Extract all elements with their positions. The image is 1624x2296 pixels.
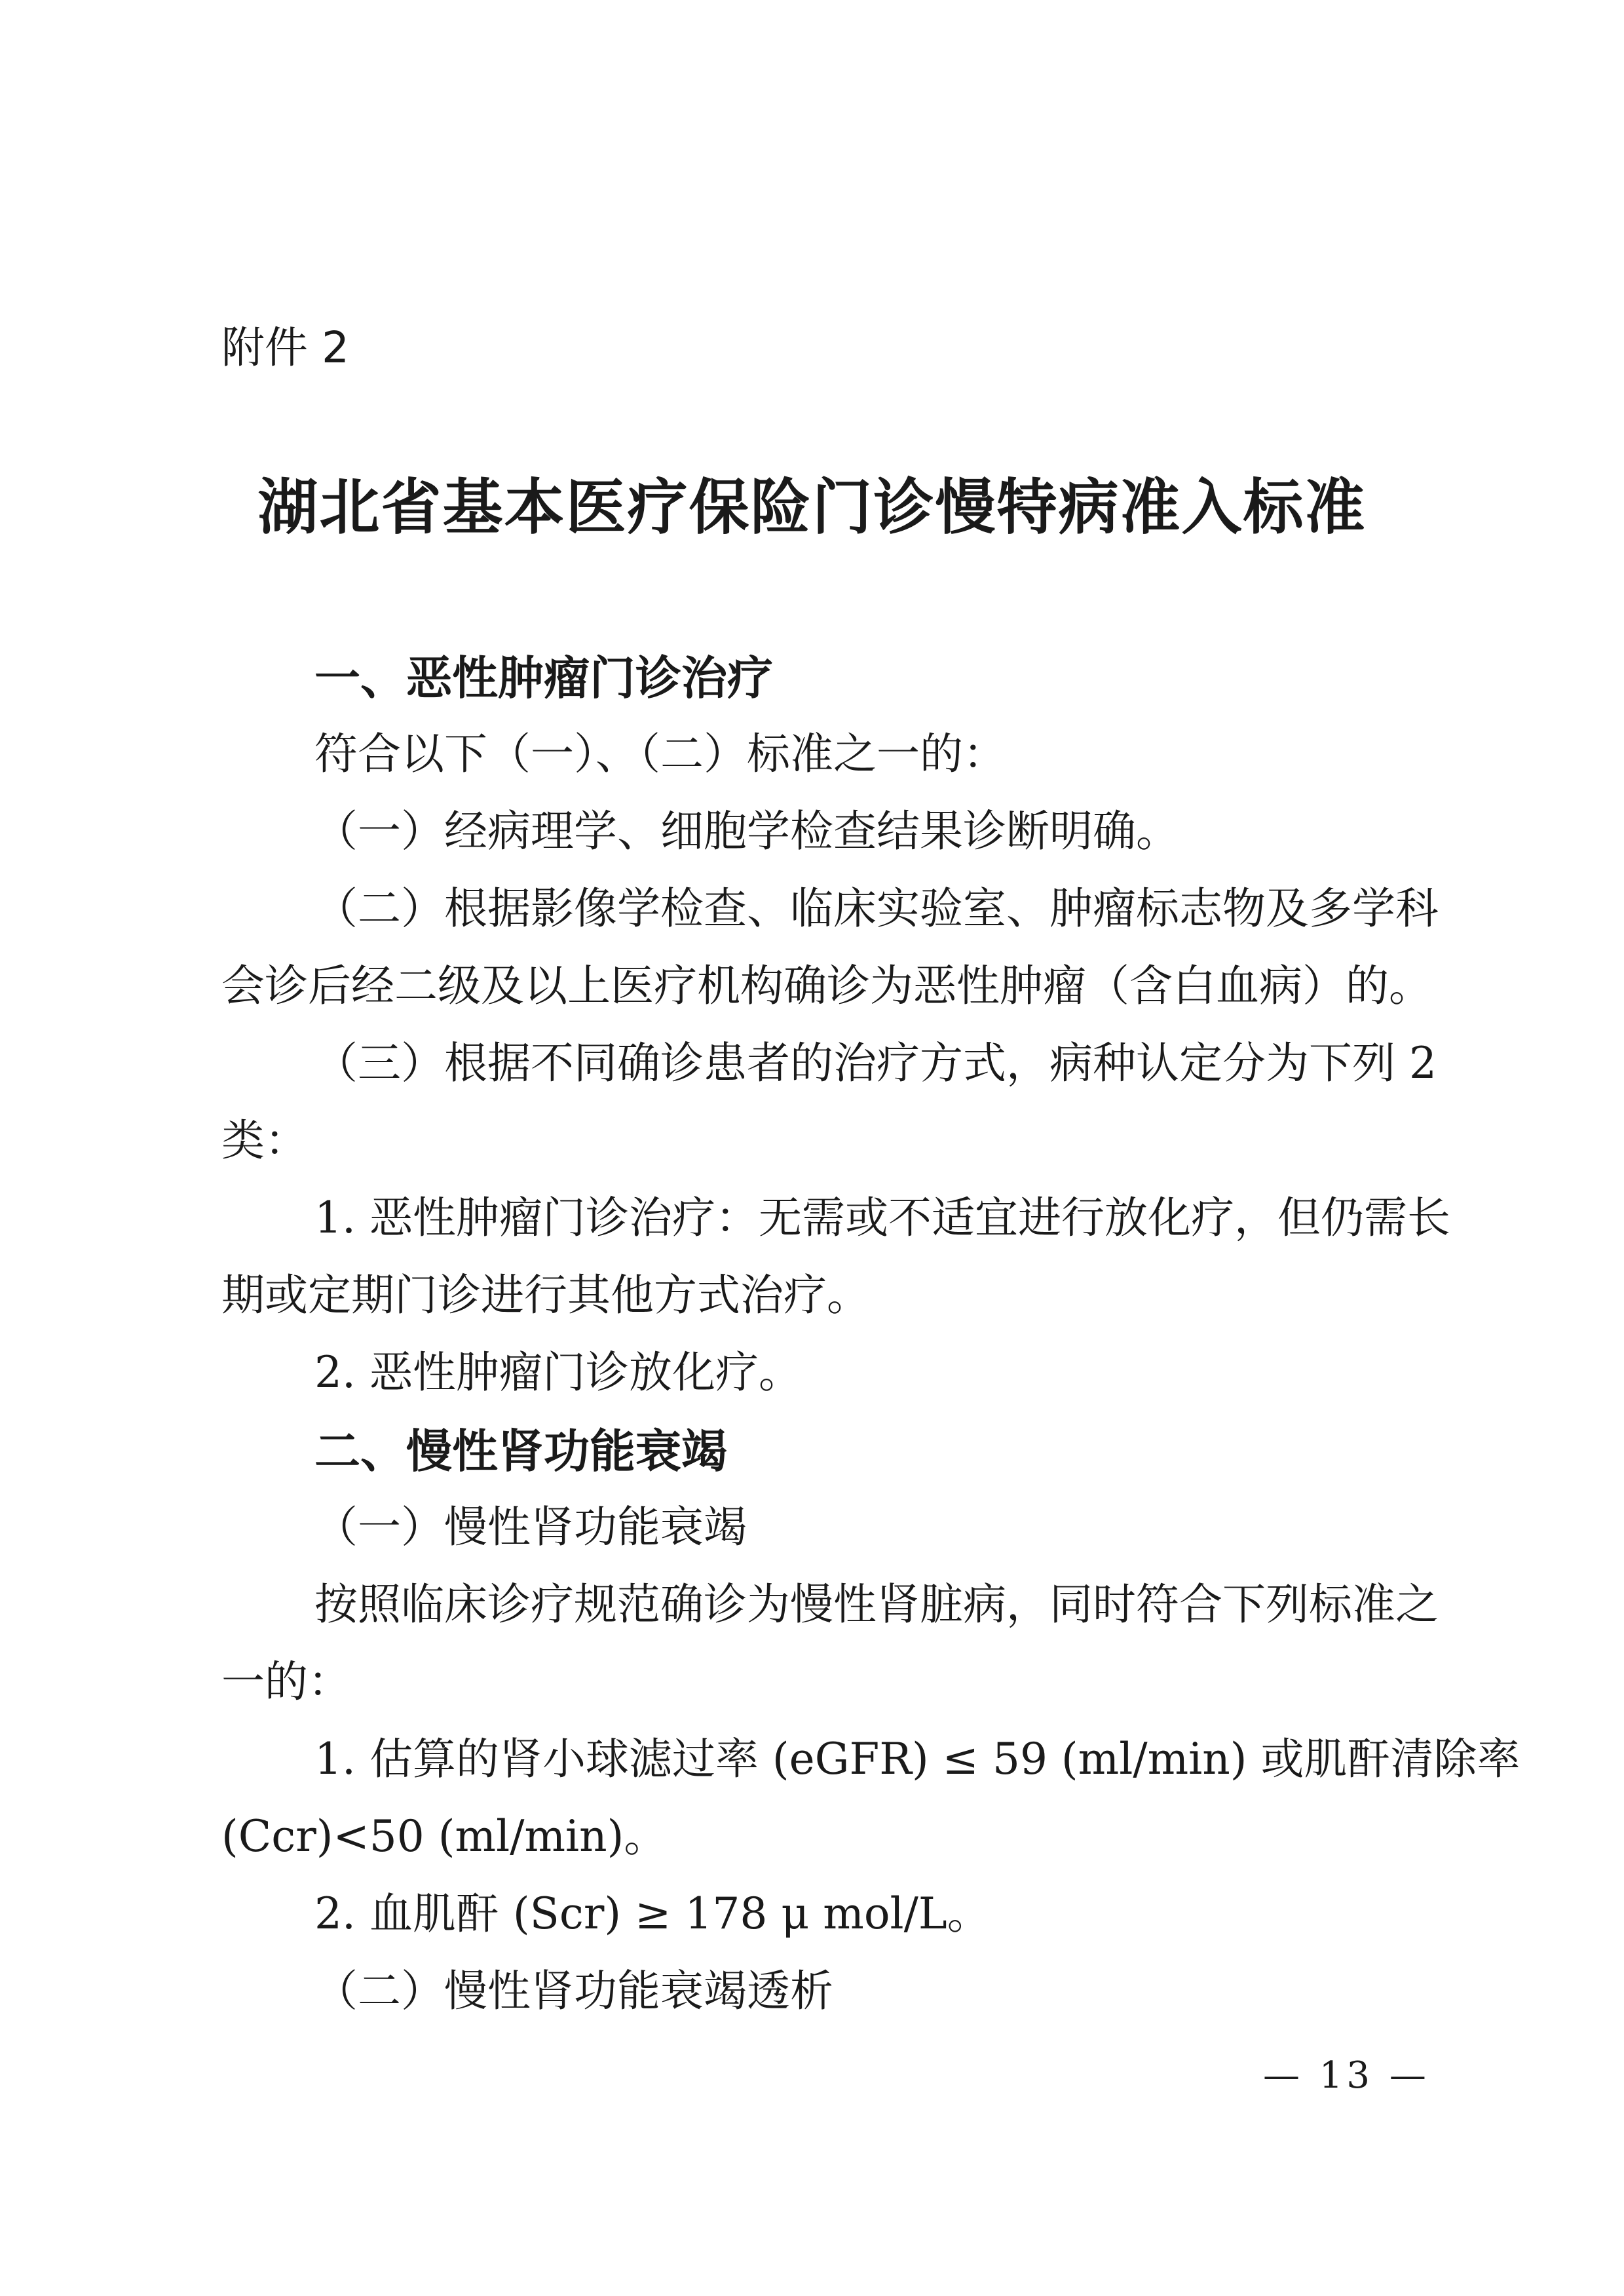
paragraph-line: 类：: [221, 1115, 308, 1166]
paragraph-line: （二）根据影像学检查、临床实验室、肿瘤标志物及多学科: [314, 883, 1439, 934]
page-number: — 13 —: [1263, 2054, 1430, 2097]
paragraph-line: 期或定期门诊进行其他方式治疗。: [221, 1270, 870, 1320]
subsection-heading: （二）慢性肾功能衰竭透析: [314, 1966, 833, 2016]
paragraph-line: 1. 恶性肿瘤门诊治疗：无需或不适宜进行放化疗，但仍需长: [314, 1193, 1450, 1243]
paragraph-line: 会诊后经二级及以上医疗机构确诊为恶性肿瘤（含白血病）的。: [221, 961, 1432, 1011]
paragraph-line: 2. 恶性肿瘤门诊放化疗。: [314, 1347, 802, 1398]
attachment-label: 附件 2: [221, 322, 349, 373]
paragraph-line: 1. 估算的肾小球滤过率 (eGFR) ≤ 59 (ml/min) 或肌酐清除率: [314, 1734, 1520, 1784]
paragraph-line: 2. 血肌酐 (Scr) ≥ 178 μ mol/L。: [314, 1888, 991, 1939]
document-title: 湖北省基本医疗保险门诊慢特病准入标准: [257, 472, 1367, 543]
section-heading-1: 一、恶性肿瘤门诊治疗: [314, 651, 773, 705]
paragraph-line: 一的：: [221, 1656, 351, 1707]
subsection-heading: （一）慢性肾功能衰竭: [314, 1502, 747, 1552]
paragraph-line: 按照临床诊疗规范确诊为慢性肾脏病，同时符合下列标准之: [314, 1579, 1439, 1630]
section-heading-2: 二、慢性肾功能衰竭: [314, 1425, 727, 1478]
paragraph-line: 符合以下（一）、（二）标准之一的：: [314, 729, 1006, 779]
paragraph-line: (Ccr)<50 (ml/min)。: [221, 1811, 668, 1862]
paragraph-line: （三）根据不同确诊患者的治疗方式，病种认定分为下列 2: [314, 1038, 1437, 1088]
paragraph-line: （一）经病理学、细胞学检查结果诊断明确。: [314, 806, 1179, 856]
